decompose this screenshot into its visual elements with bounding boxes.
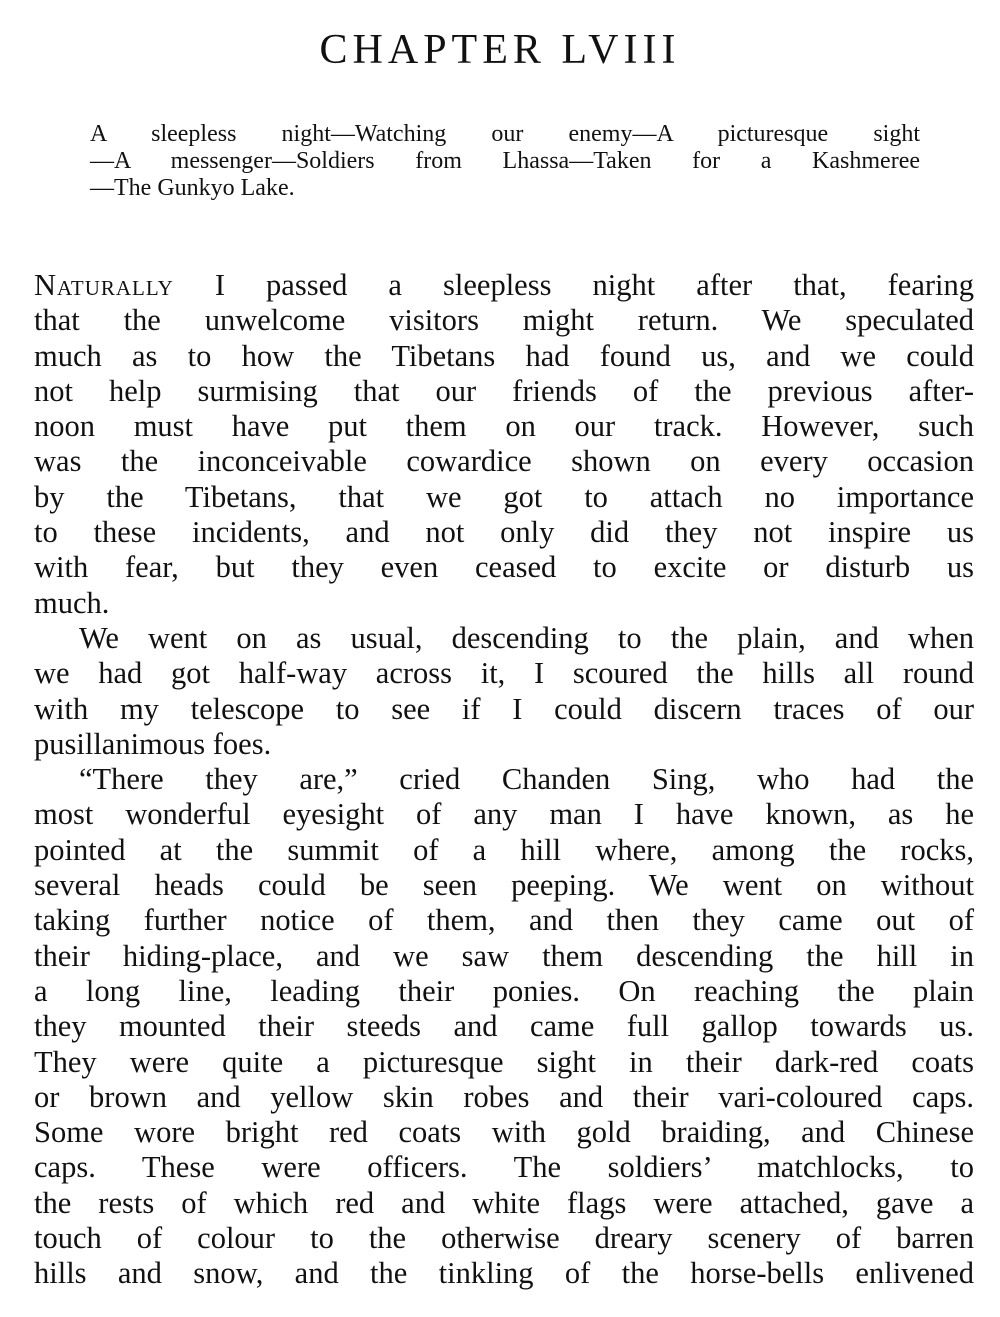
lead-word: Naturally <box>34 268 174 302</box>
chapter-synopsis <box>90 121 920 202</box>
paragraph-line: to these incidents, and not only did they not inspire us <box>34 515 974 550</box>
paragraph-line: pointed at the summit of a hill where, among the rocks, <box>34 832 974 867</box>
paragraph-line: or brown and yellow skin robes and their vari-coloured caps. <box>34 1079 974 1114</box>
paragraph-line: much. <box>34 585 110 620</box>
synopsis-line: —The Gunkyo Lake. <box>90 175 295 201</box>
paragraph-line: Some wore bright red coats with gold braiding, and Chinese <box>34 1115 974 1150</box>
paragraph-line: by the Tibetans, that we got to attach no importance <box>34 479 974 514</box>
paragraph-line: much as to how the Tibetans had found us, and we could <box>34 338 974 373</box>
paragraph-line: was the inconceivable cowardice shown on every occasion <box>34 444 974 479</box>
paragraph-line: most wonderful eyesight of any man I have known, as he <box>34 797 974 832</box>
paragraph <box>34 268 974 621</box>
paragraph-line: not help surmising that our friends of the previous after- <box>34 373 974 408</box>
paragraph <box>34 762 974 1291</box>
paragraph-line: taking further notice of them, and then they came out of <box>34 903 974 938</box>
paragraph-line <box>34 268 974 303</box>
paragraph-line: the rests of which red and white flags were attached, gave a <box>34 1185 974 1220</box>
paragraph-line: hills and snow, and the tinkling of the horse-bells enlivened <box>34 1256 974 1291</box>
paragraph-line: with my telescope to see if I could discern traces of our <box>34 691 974 726</box>
paragraph-line: They were quite a picturesque sight in their dark-red coats <box>34 1044 974 1079</box>
chapter-title: CHAPTER LVIII <box>319 27 681 73</box>
paragraph-line: We went on as usual, descending to the plain, and when <box>79 620 974 655</box>
paragraph-line: with fear, but they even ceased to excite or disturb us <box>34 550 974 585</box>
paragraph-line: noon must have put them on our track. However, such <box>34 409 974 444</box>
paragraph-line: touch of colour to the otherwise dreary scenery of barren <box>34 1221 974 1256</box>
synopsis-line: A sleepless night—Watching our enemy—A picturesque sight <box>90 121 920 147</box>
paragraph-line: their hiding-place, and we saw them descending the hill in <box>34 938 974 973</box>
paragraph-line: that the unwelcome visitors might return. We speculated <box>34 303 974 338</box>
line-text: I passed a sleepless night after that, fearing <box>214 268 975 302</box>
synopsis-line: —A messenger—Soldiers from Lhassa—Taken for a Kashmeree <box>90 148 920 174</box>
paragraph-line: “There they are,” cried Chanden Sing, who had the <box>79 762 974 797</box>
paragraph-line: several heads could be seen peeping. We went on without <box>34 868 974 903</box>
paragraph-line: pusillanimous foes. <box>34 726 272 761</box>
paragraph-line: they mounted their steeds and came full gallop towards us. <box>34 1009 974 1044</box>
chapter-body <box>34 268 974 1292</box>
paragraph-line: a long line, leading their ponies. On reaching the plain <box>34 973 974 1008</box>
paragraph <box>34 621 974 762</box>
paragraph-line: we had got half-way across it, I scoured the hills all round <box>34 656 974 691</box>
paragraph-line: caps. These were officers. The soldiers’ matchlocks, to <box>34 1150 974 1185</box>
